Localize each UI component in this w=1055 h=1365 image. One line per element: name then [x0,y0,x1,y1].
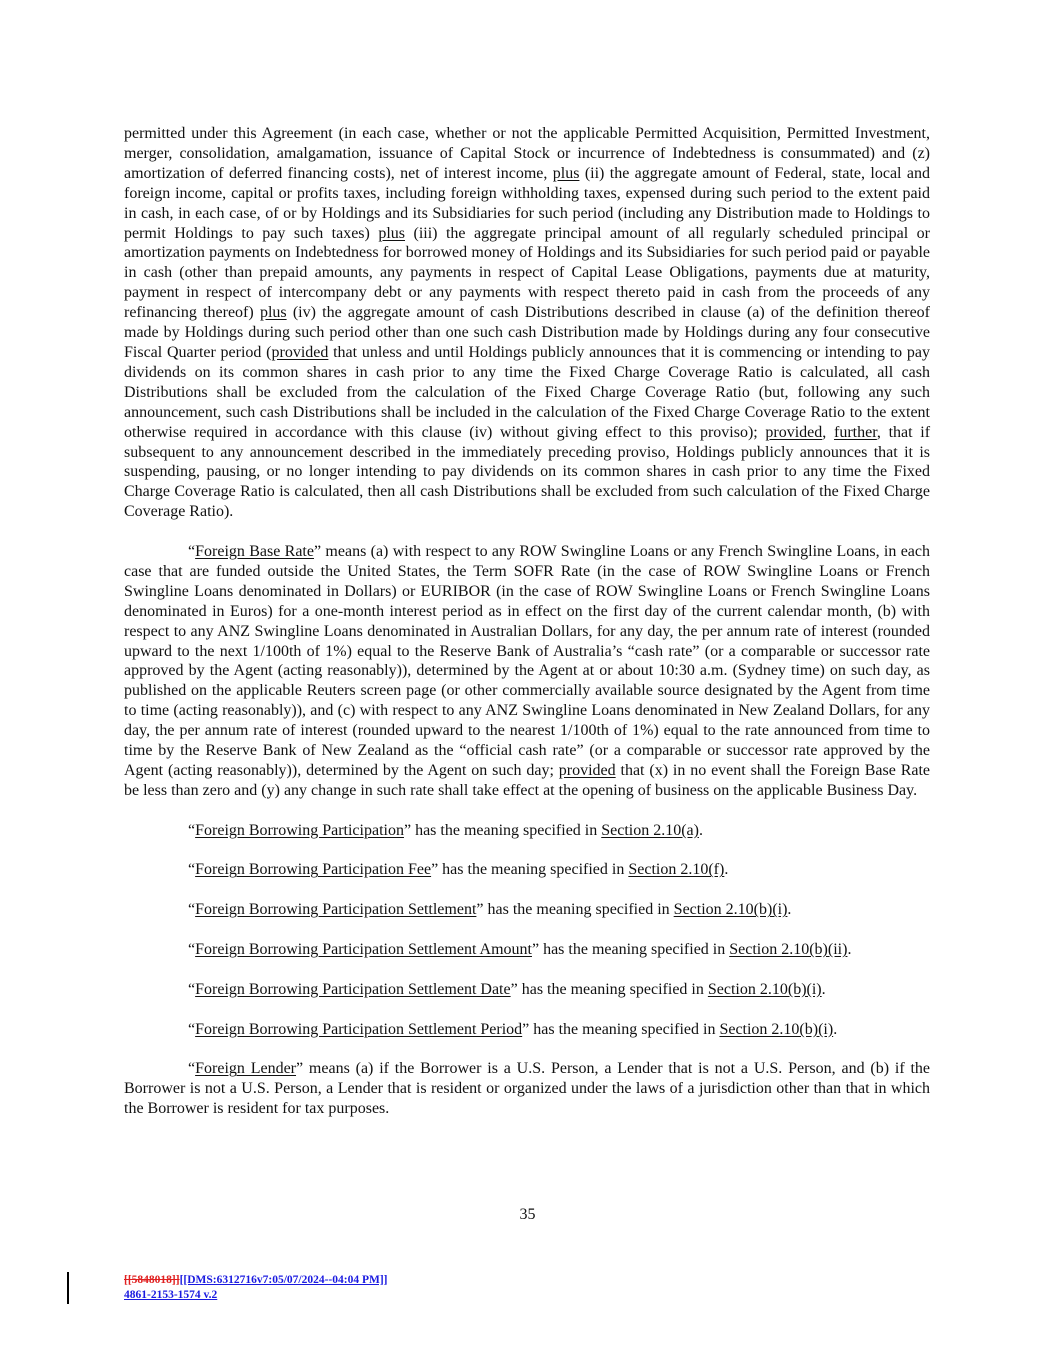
footer-doc-number [124,1288,388,1303]
defined-term: Foreign Borrowing Participation Settlement Period [195,1020,523,1038]
document-footer [124,1273,388,1302]
underlined-term: plus [378,224,406,242]
text: , [822,423,834,441]
defined-term: Foreign Borrowing Participation Settlement Amount [195,941,532,959]
paragraph-continuation [124,124,930,522]
text: . [821,980,826,998]
footer-doc-id-line [124,1273,388,1288]
open-quote: “ [188,1020,196,1038]
text: , that if subsequent to any announcement described in the immediately preceding proviso, Holdings publicly announces that it is suspending, pausing, or no longer intending to pay dividends on its common shares in cash prior to any time the Fixed Charge Coverage Ratio is calculated, then all cash Distributions shall be excluded from such calculation of the Fixed Charge Coverage Ratio). [124,423,931,521]
definition-item [188,860,930,880]
open-quote: “ [188,543,196,561]
definition-item [188,821,930,841]
defined-term: Foreign Borrowing Participation Settlement [195,901,477,919]
definition-foreign-base-rate [124,542,930,801]
text: (iv) the aggregate amount of cash Distributions described in clause (a) of the definition thereof made by Holdings during such period other than one such cash Distribution made by Holdings during any four consecutive Fiscal Quarter period ( [124,304,931,361]
open-quote: “ [188,861,196,879]
defined-term: Foreign Borrowing Participation Fee [195,861,432,879]
definition-foreign-lender [124,1059,930,1119]
open-quote: “ [188,901,196,919]
underlined-term: provided [558,761,616,779]
underlined-term: plus [259,304,287,322]
text: . [698,821,703,839]
open-quote: “ [188,821,196,839]
text: that (x) in no event shall the Foreign Base Rate be less than zero and (y) any change in such rate shall take effect at the opening of business on the applicable Business Day. [124,761,931,799]
text: . [724,861,729,879]
inserted-doc-id: [[DMS:6312716v7:05/07/2024--04:04 PM]] [179,1274,388,1286]
defined-term: Foreign Lender [195,1060,297,1078]
section-reference: Section 2.10(b)(i) [707,980,822,998]
definition-item [188,1020,930,1040]
section-reference: Section 2.10(b)(ii) [729,941,848,959]
text: (ii) the aggregate amount of Federal, state, local and foreign income, capital or profits taxes, including foreign withholding taxes, expensed during such period to the extent paid in cash, in each case, of or by Holdings and its Subsidiaries for such period (including any Distribution made to Holdings to permit Holdings to pay such taxes) [124,164,930,242]
text: (iii) the aggregate principal amount of all regularly scheduled principal or amortization payments on Indebtedness for borrowed money of Holdings and its Subsidiaries for such period paid or payable in cash (other than prepaid amounts, any payments in respect of Capital Lease Obligations, payments due at maturity, payment in respect of intercompany debt or any payments with respect thereto paid in cash from the proceeds of any refinancing thereof) [124,224,931,322]
text: ” has the meaning specified in [522,1020,720,1038]
open-quote: “ [188,941,196,959]
revision-bar [67,1272,69,1304]
text: ” has the meaning specified in [510,980,708,998]
open-quote: “ [188,1060,196,1078]
defined-term: Foreign Base Rate [195,543,314,561]
underlined-term: plus [552,164,580,182]
deleted-doc-id: [[5848018]] [124,1274,180,1286]
section-reference: Section 2.10(a) [601,821,699,839]
doc-number: 4861-2153-1574 v.2 [124,1288,218,1301]
definition-item [188,940,930,960]
text: ” has the meaning specified in [403,821,602,839]
document-body [124,124,930,1119]
underlined-term: provided [271,343,329,361]
text: . [847,941,852,959]
text: ” has the meaning specified in [431,861,629,879]
open-quote: “ [188,980,196,998]
text: ” has the meaning specified in [476,901,674,919]
page-number: 35 [519,1206,536,1223]
text: ” means (a) with respect to any ROW Swingline Loans or any French Swingline Loans, in each case that are funded outside the United States, the Term SOFR Rate (in the case of ROW Swingline Loans or French Swingline Loans denominated in Dollars) or EURIBOR (in the case of ROW Swingline Loans or French Swingline Loans denominated in Euros) for a one-month interest period as in effect on the first day of the current calendar month, (b) with respect to any ANZ Swingline Loans denominated in Australian Dollars, for any day, the per annum rate of interest (rounded upward to the next 1/100th of 1%) equal to the Reserve Bank of Australia’s “cash rate” (or a comparable or successor rate approved by the Agent (acting reasonably)), determined by the Agent at or about 10:30 a.m. (Sydney time) on such day, as published on the applicable Reuters screen page (or other commercially available source designated by the Agent from time to time (acting reasonably)), and (c) with respect to any ANZ Swingline Loans denominated in New Zealand Dollars, for any day, the per annum rate of interest (rounded upward to the nearest 1/100th of 1%) equal to the rate announced from time to time by the Reserve Bank of New Zealand as the “official cash rate” (or a comparable or successor rate approved by the Agent (acting reasonably)), determined by the Agent on such day; [124,543,930,779]
text: . [787,901,792,919]
text: . [833,1020,838,1038]
text: permitted under this Agreement (in each case, whether or not the applicable Permitted Acquisition, Permitted Investment, merger, consolidation, amalgamation, issuance of Capital Stock or incurrence of Indebtedness is consummated) and (z) amortization of deferred financing costs), net of interest income, [124,125,930,182]
defined-term: Foreign Borrowing Participation [195,821,404,839]
definition-item [188,900,930,920]
text: that unless and until Holdings publicly announces that it is commencing or intending to pay dividends on its common shares in cash prior to any time the Fixed Charge Coverage Ratio is calculated, all cash Distributions shall be excluded from the calculation of the Fixed Charge Coverage Ratio (but, following any such announcement, such cash Distributions shall be included in the calculation of the Fixed Charge Coverage Ratio to the extent otherwise required in accordance with this clause (iv) without giving effect to this proviso); [124,343,931,441]
section-reference: Section 2.10(f) [628,861,725,879]
text: ” has the meaning specified in [531,941,730,959]
defined-term: Foreign Borrowing Participation Settlement Date [195,980,511,998]
definition-item [188,980,930,1000]
text: ” means (a) if the Borrower is a U.S. Person, a Lender that is not a U.S. Person, and (b) if the Borrower is not a U.S. Person, a Lender that is resident or organized under the laws of a jurisdiction other than that in which the Borrower is resident for tax purposes. [124,1060,931,1118]
section-reference: Section 2.10(b)(i) [719,1020,834,1038]
underlined-term: provided [765,423,823,441]
section-reference: Section 2.10(b)(i) [673,901,788,919]
underlined-term: further [833,423,877,441]
